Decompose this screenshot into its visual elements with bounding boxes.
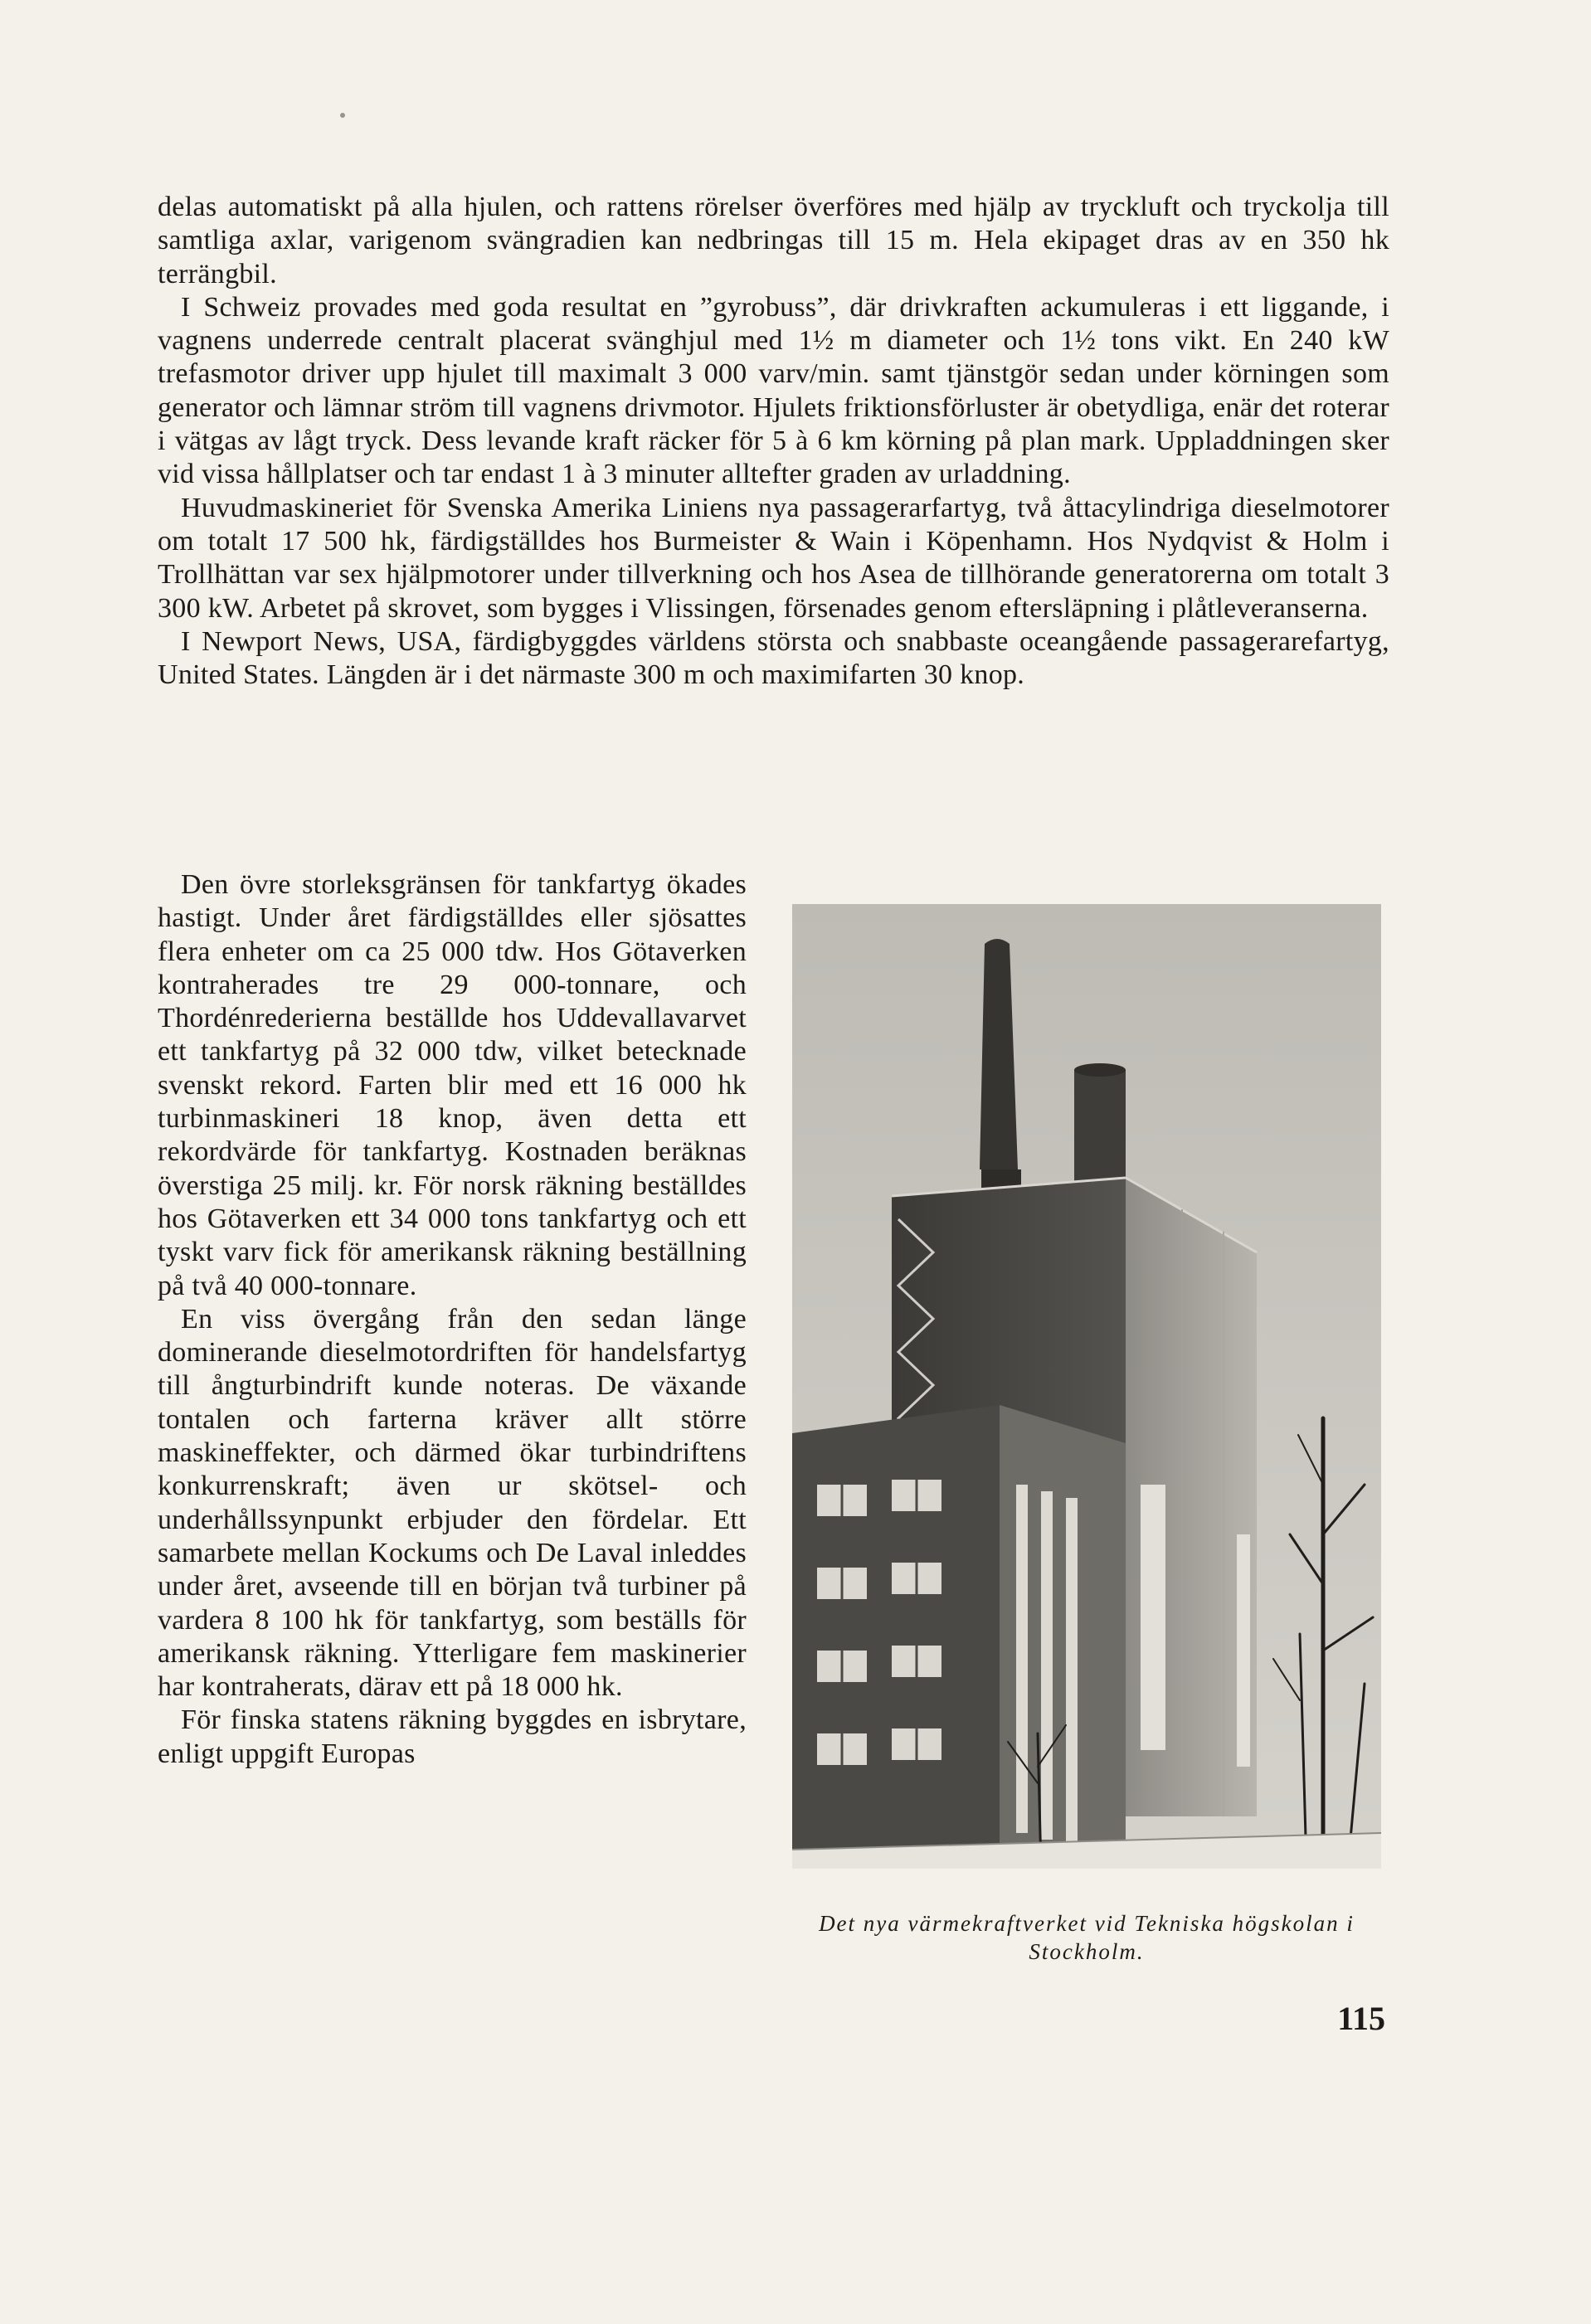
left-column-text-block — [158, 868, 747, 1771]
paragraph: I Schweiz provades med goda resultat en ”gyrobuss”, där drivkraften ackumuleras i ett liggande, i vagnens underrede centralt placerat svänghjul med 1½ m diameter och 1½ tons vikt. En 240 kW trefasmotor driver upp hjulet till maximalt 3 000 varv/min. samt tjänstgör sedan under körningen som generator och lämnar ström till vagnens drivmotor. Hjulets friktionsförluster är obetydliga, enär det roterar i vätgas av lågt tryck. Dess levande kraft räcker för 5 à 6 km körning på plan mark. Uppladdningen sker vid vissa hållplatser och tar endast 1 à 3 minuter alltefter graden av urladdning. — [158, 291, 1389, 490]
print-speck — [340, 113, 345, 118]
paragraph: För finska statens räkning byggdes en isbrytare, enligt uppgift Europas — [158, 1704, 747, 1769]
full-width-text-block — [158, 191, 1389, 692]
paragraph: Huvudmaskineriet för Svenska Amerika Liniens nya passagerarfartyg, två åttacylindriga dieselmotorer om totalt 17 500 hk, färdigställdes hos Burmeister & Wain i Köpenhamn. Hos Nydqvist & Holm i Trollhättan var sex hjälpmotorer under tillverkning och hos Asea de tillhörande generatorerna om totalt 3 300 kW. Arbetet på skrovet, som bygges i Vlissingen, försenades genom eftersläpning i plåtleveranserna. — [158, 492, 1389, 624]
paragraph: delas automatiskt på alla hjulen, och rattens rörelser överföres med hjälp av tryckluft och tryckolja till samtliga axlar, varigenom svängradien kan nedbringas till 15 m. Hela ekipaget dras av en 350 hk terrängbil. — [158, 192, 1389, 289]
photo-caption: Det nya värmekraftverket vid Tekniska högskolan i Stockholm. — [819, 1911, 1355, 1964]
page-number: 115 — [1337, 2000, 1385, 2037]
paragraph: En viss övergång från den sedan länge dominerande dieselmotordriften för handelsfartyg till ångturbindrift kunde noteras. De växande tontalen och farterna kräver allt större maskineffekter, och därmed ökar turbindriftens konkurrenskraft; även ur skötsel- och underhållssynpunkt erbjuder den fördelar. Ett samarbete mellan Kockums och De Laval inleddes under året, avseende till en början två turbiner på vardera 8 100 hk för tankfartyg, som beställs för amerikansk räkning. Ytterligare fem maskinerier har kontraherats, därav ett på 18 000 hk. — [158, 1303, 747, 1703]
paragraph: Den övre storleksgränsen för tankfartyg ökades hastigt. Under året färdigställdes eller sjösattes flera enheter om ca 25 000 tdw. Hos Götaverken kontraherades tre 29 000-tonnare, och Thordénrederierna beställde hos Uddevallavarvet ett tankfartyg på 32 000 tdw, vilket betecknade svenskt rekord. Farten blir med ett 16 000 hk turbinmaskineri 18 knop, även detta ett rekordvärde för tankfartyg. Kostnaden beräknas överstiga 25 milj. kr. För norsk räkning beställdes hos Götaverken ett 34 000 tons tankfartyg och ett tyskt varv fick för amerikansk räkning beställning på två 40 000-tonnare. — [158, 869, 747, 1301]
power-plant-photo — [792, 904, 1381, 1869]
paragraph: I Newport News, USA, färdigbyggdes världens största och snabbaste oceangående passagerarefartyg, United States. Längden är i det närmaste 300 m och maximifarten 30 knop. — [158, 625, 1389, 691]
